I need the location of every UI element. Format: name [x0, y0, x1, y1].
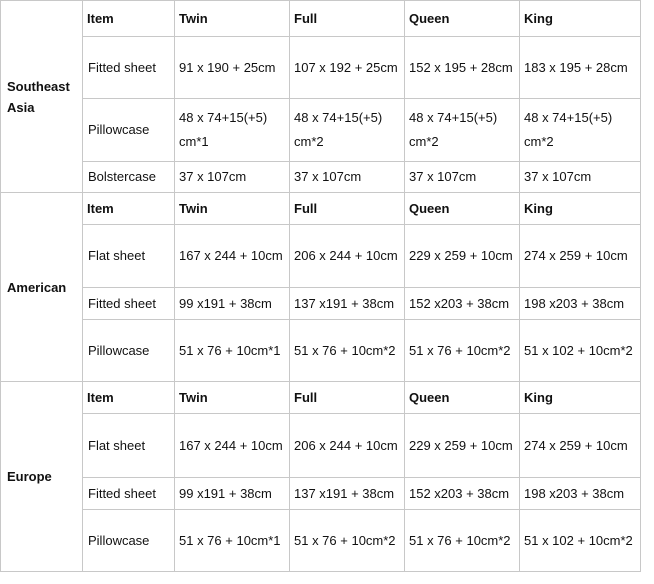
header-item: Item — [83, 1, 175, 37]
table-row — [1, 99, 641, 162]
cell-twin: 51 x 76 + 10cm*1 — [175, 510, 290, 572]
cell-twin: 167 x 244 + 10cm — [175, 414, 290, 478]
cell-king: 198 x203 + 38cm — [520, 288, 641, 320]
header-queen: Queen — [405, 1, 520, 37]
cell-king: 274 x 259 + 10cm — [520, 225, 641, 288]
header-king: King — [520, 382, 641, 414]
row-item-label: Pillowcase — [83, 99, 175, 162]
row-item-label: Fitted sheet — [83, 37, 175, 99]
row-item-label: Flat sheet — [83, 225, 175, 288]
cell-twin: 167 x 244 + 10cm — [175, 225, 290, 288]
cell-full: 51 x 76 + 10cm*2 — [290, 320, 405, 382]
row-item-label: Pillowcase — [83, 510, 175, 572]
cell-king: 51 x 102 + 10cm*2 — [520, 320, 641, 382]
region-label-american: American — [1, 193, 83, 382]
header-row — [1, 1, 641, 37]
cell-full: 206 x 244 + 10cm — [290, 414, 405, 478]
cell-twin: 37 x 107cm — [175, 162, 290, 193]
cell-full: 206 x 244 + 10cm — [290, 225, 405, 288]
cell-twin: 48 x 74+15(+5) cm*1 — [175, 99, 290, 162]
header-full: Full — [290, 193, 405, 225]
table-row — [1, 37, 641, 99]
table-row — [1, 320, 641, 382]
header-item: Item — [83, 193, 175, 225]
cell-queen: 51 x 76 + 10cm*2 — [405, 510, 520, 572]
cell-twin: 99 x191 + 38cm — [175, 478, 290, 510]
header-item: Item — [83, 382, 175, 414]
row-item-label: Fitted sheet — [83, 478, 175, 510]
cell-queen: 48 x 74+15(+5) cm*2 — [405, 99, 520, 162]
cell-queen: 152 x203 + 38cm — [405, 288, 520, 320]
table-row — [1, 225, 641, 288]
row-item-label: Pillowcase — [83, 320, 175, 382]
header-queen: Queen — [405, 382, 520, 414]
cell-queen: 37 x 107cm — [405, 162, 520, 193]
cell-queen: 51 x 76 + 10cm*2 — [405, 320, 520, 382]
cell-king: 274 x 259 + 10cm — [520, 414, 641, 478]
header-row — [1, 382, 641, 414]
cell-full: 137 x191 + 38cm — [290, 478, 405, 510]
row-item-label: Flat sheet — [83, 414, 175, 478]
region-label-southeast-asia: Southeast Asia — [1, 1, 83, 193]
cell-queen: 229 x 259 + 10cm — [405, 225, 520, 288]
cell-queen: 229 x 259 + 10cm — [405, 414, 520, 478]
cell-king: 183 x 195 + 28cm — [520, 37, 641, 99]
table-row — [1, 478, 641, 510]
cell-king: 37 x 107cm — [520, 162, 641, 193]
header-queen: Queen — [405, 193, 520, 225]
cell-full: 48 x 74+15(+5) cm*2 — [290, 99, 405, 162]
header-twin: Twin — [175, 382, 290, 414]
cell-full: 51 x 76 + 10cm*2 — [290, 510, 405, 572]
header-full: Full — [290, 382, 405, 414]
header-king: King — [520, 1, 641, 37]
header-row — [1, 193, 641, 225]
header-king: King — [520, 193, 641, 225]
table-row — [1, 510, 641, 572]
cell-twin: 51 x 76 + 10cm*1 — [175, 320, 290, 382]
table-row — [1, 162, 641, 193]
cell-queen: 152 x 195 + 28cm — [405, 37, 520, 99]
cell-full: 107 x 192 + 25cm — [290, 37, 405, 99]
cell-full: 37 x 107cm — [290, 162, 405, 193]
table-row — [1, 414, 641, 478]
cell-full: 137 x191 + 38cm — [290, 288, 405, 320]
cell-twin: 99 x191 + 38cm — [175, 288, 290, 320]
region-label-europe: Europe — [1, 382, 83, 572]
header-twin: Twin — [175, 193, 290, 225]
row-item-label: Bolstercase — [83, 162, 175, 193]
cell-king: 48 x 74+15(+5) cm*2 — [520, 99, 641, 162]
cell-king: 198 x203 + 38cm — [520, 478, 641, 510]
row-item-label: Fitted sheet — [83, 288, 175, 320]
header-full: Full — [290, 1, 405, 37]
table-row — [1, 288, 641, 320]
cell-king: 51 x 102 + 10cm*2 — [520, 510, 641, 572]
header-twin: Twin — [175, 1, 290, 37]
cell-twin: 91 x 190 + 25cm — [175, 37, 290, 99]
cell-queen: 152 x203 + 38cm — [405, 478, 520, 510]
